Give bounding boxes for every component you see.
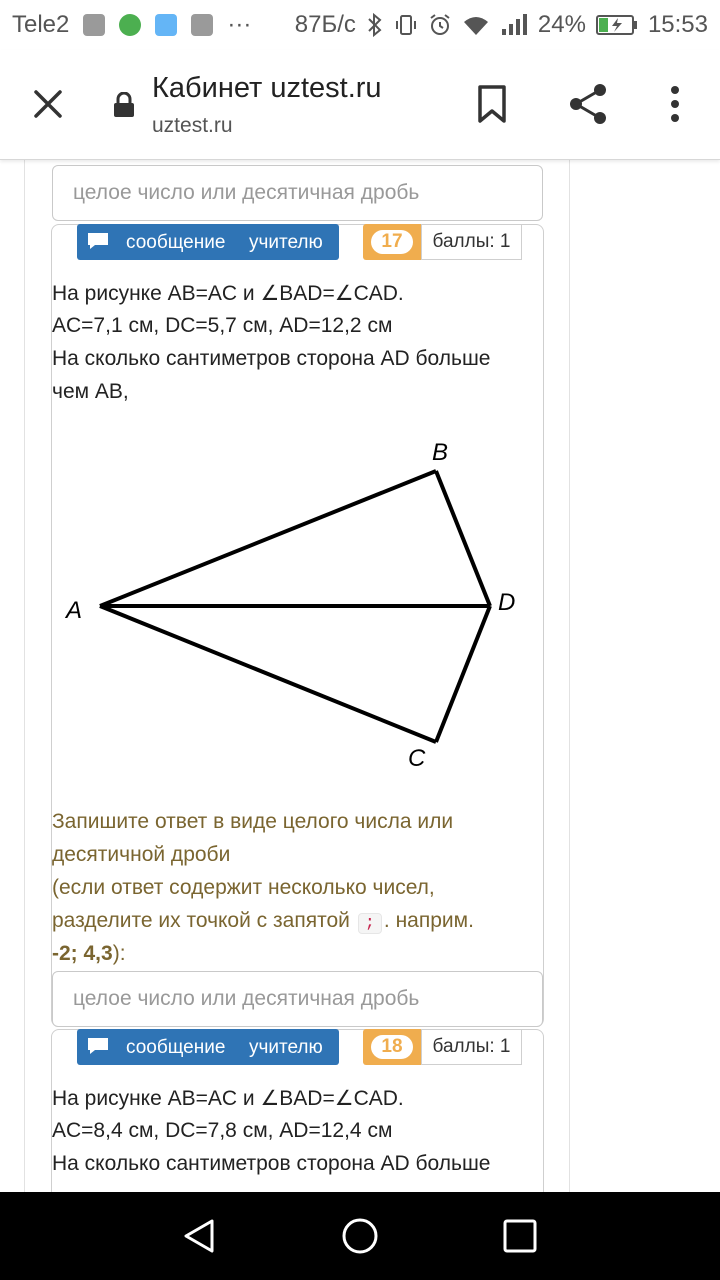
answer-instructions: [52, 942, 126, 966]
example-value: -2; 4,3: [52, 942, 113, 965]
bluetooth-icon: [366, 13, 384, 37]
column-border-right: [569, 160, 570, 1192]
wifi-icon: [462, 13, 490, 37]
music-notification-icon: [83, 14, 105, 36]
question-number-badge-17: [363, 224, 421, 260]
close-icon[interactable]: [28, 84, 68, 124]
question-text-line: AC=7,1 см, DC=5,7 см, AD=12,2 см: [52, 314, 393, 337]
message-teacher-button-18[interactable]: [77, 1029, 339, 1065]
segment-ac: [100, 606, 436, 742]
recent-apps-icon[interactable]: [500, 1216, 540, 1256]
back-icon[interactable]: [180, 1216, 220, 1256]
label-d: D: [498, 589, 516, 616]
question-text-line: чем AB,: [52, 380, 129, 403]
instruction-text: ):: [112, 942, 126, 965]
carrier-label: Tele2: [12, 11, 70, 38]
app-notification-icon: [119, 14, 141, 36]
page-content: [0, 160, 720, 1192]
system-nav-bar: [0, 1192, 720, 1280]
question-text-line: На сколько сантиметров сторона AD больше: [52, 347, 491, 370]
teacher-label: учителю: [249, 232, 323, 253]
network-speed: 87Б/с: [294, 11, 356, 38]
message-label: сообщение: [126, 232, 226, 253]
teacher-label: учителю: [249, 1037, 323, 1058]
graph-notification-icon: [155, 14, 177, 36]
question-number: 18: [371, 1035, 412, 1059]
chat-bubble-icon: [87, 232, 109, 250]
label-c: C: [408, 745, 426, 772]
label-b: B: [432, 439, 449, 466]
segment-cd: [436, 606, 490, 742]
label-a: A: [66, 597, 83, 624]
column-border-left: [24, 160, 25, 1192]
answer-instructions: [52, 909, 474, 934]
answer-instructions: десятичной дроби: [52, 843, 231, 866]
home-icon[interactable]: [340, 1216, 380, 1256]
more-notifications-icon: ···: [227, 11, 252, 38]
score-box-17: баллы: 1: [421, 224, 522, 260]
message-teacher-button-17[interactable]: [77, 224, 339, 260]
message-label: сообщение: [126, 1037, 226, 1058]
instruction-text: разделите их точкой с запятой: [52, 909, 350, 932]
diagram-lines: [100, 471, 490, 742]
chat-bubble-icon: [87, 1037, 109, 1055]
status-bar: [0, 0, 720, 50]
question-text-line: На сколько сантиметров сторона AD больше: [52, 1152, 491, 1175]
instruction-text: . наприм.: [383, 909, 474, 932]
answer-input-16[interactable]: [52, 165, 543, 221]
page-title: Кабинет uztest.ru: [152, 72, 382, 104]
answer-instructions: (если ответ содержит несколько чисел,: [52, 876, 435, 899]
score-box-18: баллы: 1: [421, 1029, 522, 1065]
question-text-line: На рисунке AB=AC и ∠BAD=∠CAD.: [52, 282, 404, 305]
question-number-badge-18: [363, 1029, 421, 1065]
more-vert-icon[interactable]: [660, 82, 690, 126]
browser-toolbar: [0, 50, 720, 160]
signal-icon: [500, 13, 528, 37]
segment-bd: [436, 471, 490, 606]
battery-percent: 24%: [537, 11, 586, 38]
page-url: uztest.ru: [152, 114, 233, 137]
triangle-diagram: [60, 430, 530, 780]
answer-instructions: Запишите ответ в виде целого числа или: [52, 810, 454, 833]
separator-code: ;: [358, 913, 382, 934]
segment-ab: [100, 471, 436, 606]
battery-charging-icon: [596, 14, 638, 36]
share-icon[interactable]: [566, 82, 610, 126]
bookmark-icon[interactable]: [474, 84, 510, 124]
vibrate-icon: [394, 13, 418, 37]
question-text-line: На рисунке AB=AC и ∠BAD=∠CAD.: [52, 1087, 404, 1110]
lock-icon: [112, 92, 136, 118]
answer-input-17[interactable]: [52, 971, 543, 1027]
question-number: 17: [371, 230, 412, 254]
question-text-line: AC=8,4 см, DC=7,8 см, AD=12,4 см: [52, 1119, 393, 1142]
image-notification-icon: [191, 14, 213, 36]
clock: 15:53: [647, 11, 708, 38]
alarm-icon: [428, 13, 452, 37]
